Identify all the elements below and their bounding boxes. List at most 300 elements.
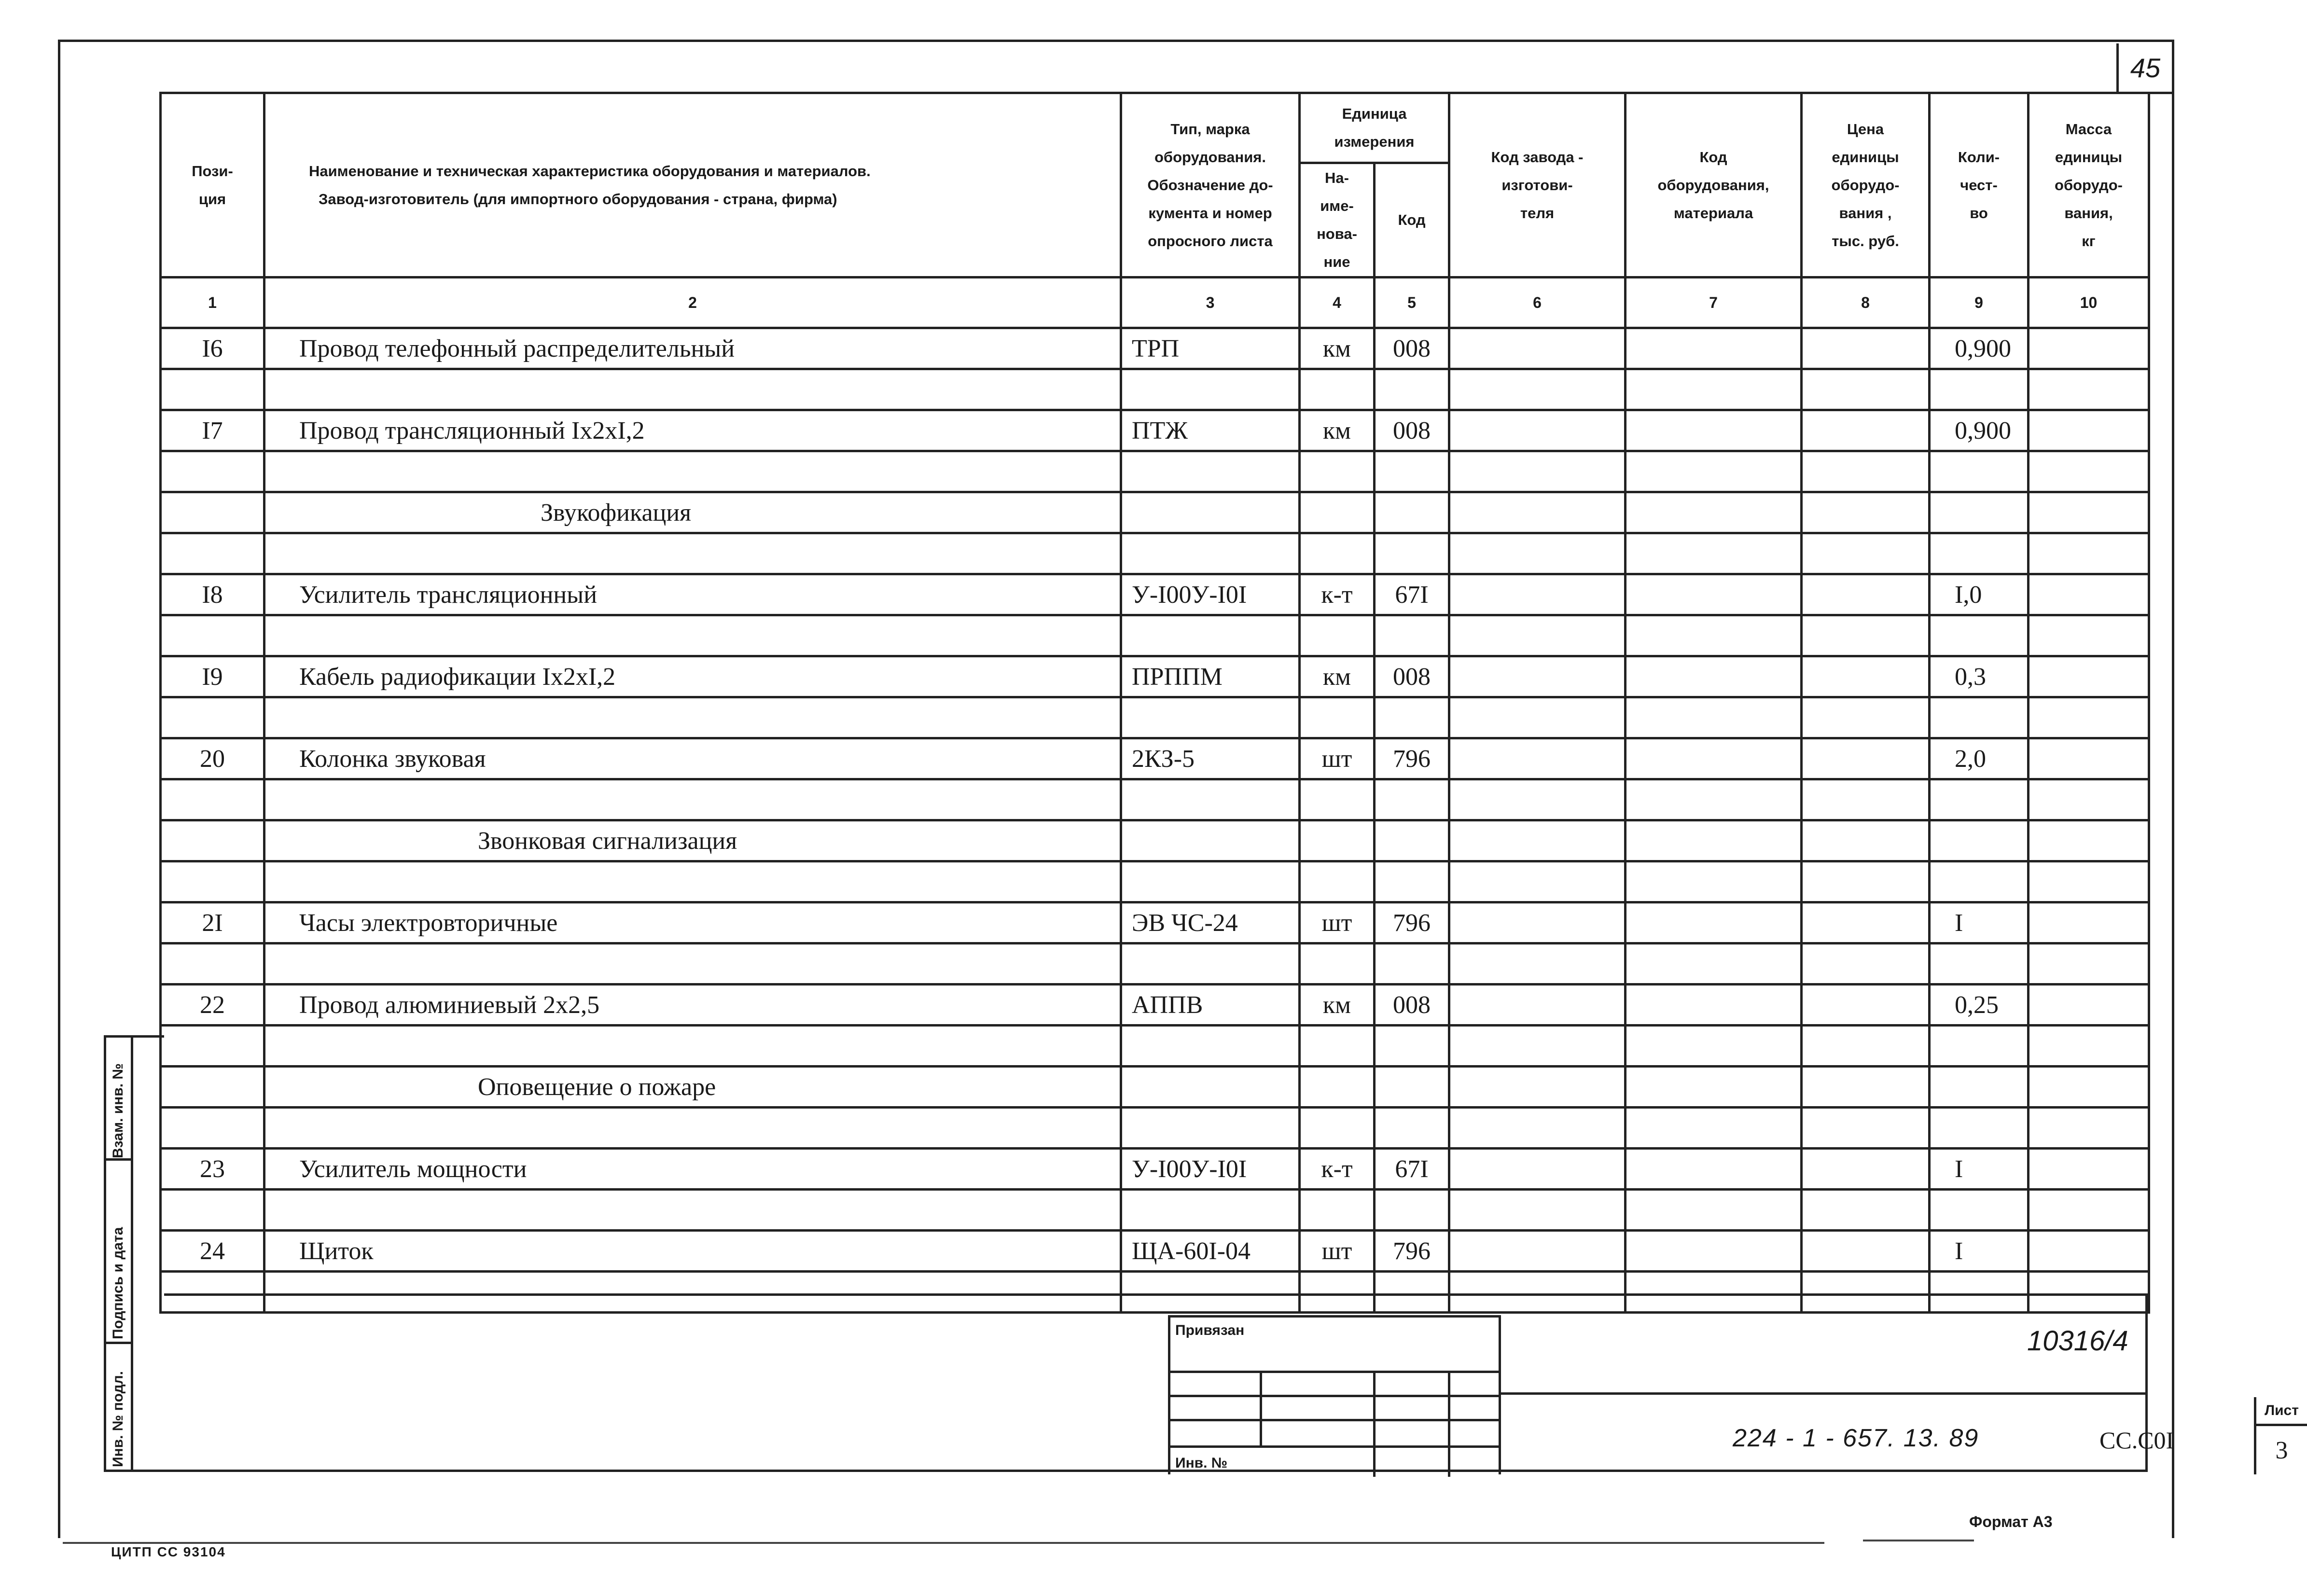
cell-name: Кабель радиофикации Iх2хI,2 (264, 656, 1121, 697)
cell-position (161, 492, 264, 533)
blank-row (161, 533, 2149, 574)
empty-cell (1449, 615, 1626, 656)
header-line: вания , (1839, 204, 1892, 222)
table-row (161, 1231, 2149, 1272)
empty-cell (1300, 697, 1375, 738)
cell-quantity: 0,900 (1930, 328, 2029, 369)
header-line: Пози- (192, 162, 233, 180)
empty-cell (1121, 1067, 1300, 1108)
empty-cell (1449, 944, 1626, 985)
document-code: СС.С0I (2099, 1427, 2174, 1454)
cell-unit: к-т (1300, 574, 1375, 615)
empty-cell (264, 1026, 1121, 1067)
empty-cell (264, 1190, 1121, 1231)
cell-price (1802, 985, 1930, 1026)
cell-quantity: I (1930, 1231, 2029, 1272)
side-label-original-inv: Инв. № подл. (110, 1371, 126, 1467)
empty-cell (1300, 1026, 1375, 1067)
document-number: 224 - 1 - 657. 13. 89 (1733, 1424, 1979, 1452)
empty-cell (1449, 451, 1626, 492)
table-row (161, 738, 2149, 779)
empty-cell (1802, 861, 1930, 902)
column-number: 6 (1449, 278, 1626, 328)
header-unit-group (1300, 93, 1449, 163)
empty-cell (2029, 1026, 2149, 1067)
header-line: во (1970, 204, 1988, 222)
cell-position: 22 (161, 985, 264, 1026)
empty-cell (1121, 369, 1300, 410)
section-title-cell (264, 820, 1121, 861)
empty-cell (1802, 615, 1930, 656)
header-line: Единица (1342, 105, 1407, 122)
header-line: материала (1673, 204, 1753, 222)
empty-cell (1626, 1026, 1802, 1067)
cell-position (161, 1067, 264, 1108)
cell-type: ЩА-60I-04 (1121, 1231, 1300, 1272)
empty-cell (1449, 492, 1626, 533)
section-title: Звукофикация (541, 499, 692, 527)
header-line: оборудо- (1831, 176, 1900, 194)
side-stamp-cell (106, 1038, 133, 1161)
cell-position: 20 (161, 738, 264, 779)
cell-unit-code: 67I (1375, 1149, 1449, 1190)
cell-unit-code: 796 (1375, 1231, 1449, 1272)
empty-cell (2029, 533, 2149, 574)
cell-price (1802, 410, 1930, 451)
cell-unit-code: 796 (1375, 738, 1449, 779)
header-line: оборудования, (1657, 176, 1769, 194)
section-title-cell (264, 492, 1121, 533)
empty-cell (2029, 369, 2149, 410)
empty-cell (1121, 697, 1300, 738)
cell-mass (2029, 1231, 2149, 1272)
empty-cell (1930, 615, 2029, 656)
empty-cell (1802, 1026, 1930, 1067)
table-row (161, 902, 2149, 944)
cell-price (1802, 656, 1930, 697)
empty-cell (264, 533, 1121, 574)
empty-cell (1449, 1067, 1626, 1108)
empty-cell (1930, 1026, 2029, 1067)
sheet-value: 3 (2254, 1426, 2307, 1474)
empty-cell (2029, 1067, 2149, 1108)
empty-cell (1626, 861, 1802, 902)
empty-cell (1121, 861, 1300, 902)
section-row (161, 820, 2149, 861)
header-line: теля (1520, 204, 1555, 222)
empty-cell (161, 1108, 264, 1149)
cell-equipment-code (1626, 1231, 1802, 1272)
cell-quantity: I (1930, 902, 2029, 944)
cell-position (161, 820, 264, 861)
empty-cell (1802, 697, 1930, 738)
cell-unit-code: 67I (1375, 574, 1449, 615)
header-line: Код завода - (1491, 148, 1584, 166)
cell-equipment-code (1626, 985, 1802, 1026)
column-number: 8 (1802, 278, 1930, 328)
empty-cell (2029, 861, 2149, 902)
empty-cell (1930, 1190, 2029, 1231)
empty-cell (264, 615, 1121, 656)
cell-mass (2029, 410, 2149, 451)
empty-cell (1802, 944, 1930, 985)
cell-position: I9 (161, 656, 264, 697)
column-number: 2 (264, 278, 1121, 328)
cell-equipment-code (1626, 574, 1802, 615)
cell-name: Усилитель трансляционный (264, 574, 1121, 615)
empty-cell (1930, 369, 2029, 410)
cell-type: У-I00У-I0I (1121, 1149, 1300, 1190)
empty-cell (1930, 944, 2029, 985)
table-row (161, 985, 2149, 1026)
cell-mass (2029, 985, 2149, 1026)
empty-cell (1626, 1067, 1802, 1108)
column-number: 1 (161, 278, 264, 328)
cell-position: 24 (161, 1231, 264, 1272)
empty-cell (1121, 1108, 1300, 1149)
header-line: Масса (2065, 120, 2112, 138)
cell-unit-code: 008 (1375, 328, 1449, 369)
empty-cell (1121, 820, 1300, 861)
empty-cell (1300, 451, 1375, 492)
cell-quantity: 2,0 (1930, 738, 2029, 779)
cell-position: I7 (161, 410, 264, 451)
header-plant-code (1449, 93, 1626, 278)
cell-unit-code: 008 (1375, 656, 1449, 697)
empty-cell (161, 1190, 264, 1231)
section-row (161, 492, 2149, 533)
side-label-signature-date: Подпись и дата (110, 1227, 126, 1339)
column-number: 7 (1626, 278, 1802, 328)
cell-equipment-code (1626, 1149, 1802, 1190)
cell-name: Колонка звуковая (264, 738, 1121, 779)
empty-cell (1121, 615, 1300, 656)
empty-cell (1375, 861, 1449, 902)
cell-quantity: 0,900 (1930, 410, 2029, 451)
cell-type: 2КЗ-5 (1121, 738, 1300, 779)
header-price (1802, 93, 1930, 278)
cell-mass (2029, 738, 2149, 779)
empty-cell (1449, 533, 1626, 574)
cell-position: I8 (161, 574, 264, 615)
empty-cell (1375, 369, 1449, 410)
empty-cell (1300, 369, 1375, 410)
header-line: Код (1699, 148, 1727, 166)
empty-cell (1300, 615, 1375, 656)
blank-row (161, 1190, 2149, 1231)
table-row (161, 1149, 2149, 1190)
header-line: оборудо- (2055, 176, 2123, 194)
empty-cell (2029, 779, 2149, 820)
empty-cell (264, 861, 1121, 902)
empty-cell (1802, 1067, 1930, 1108)
section-title: Оповещение о пожаре (478, 1073, 716, 1101)
cell-plant-code (1449, 574, 1626, 615)
empty-cell (1802, 779, 1930, 820)
cell-plant-code (1449, 902, 1626, 944)
cell-unit: шт (1300, 1231, 1375, 1272)
empty-cell (161, 779, 264, 820)
empty-cell (264, 779, 1121, 820)
blank-row (161, 1026, 2149, 1067)
cell-position: 2I (161, 902, 264, 944)
header-line: Коли- (1958, 148, 2000, 166)
cell-position: 23 (161, 1149, 264, 1190)
cell-quantity: I (1930, 1149, 2029, 1190)
cell-type: ПРППМ (1121, 656, 1300, 697)
section-title-cell (264, 1067, 1121, 1108)
empty-cell (264, 1108, 1121, 1149)
cell-unit: км (1300, 656, 1375, 697)
empty-cell (1375, 533, 1449, 574)
cell-unit: км (1300, 328, 1375, 369)
cell-plant-code (1449, 410, 1626, 451)
empty-cell (2029, 451, 2149, 492)
header-line: Тип, марка (1170, 120, 1250, 138)
header-line: кг (2082, 232, 2096, 250)
cell-equipment-code (1626, 656, 1802, 697)
empty-cell (1449, 779, 1626, 820)
header-line: На- (1325, 169, 1349, 186)
empty-cell (1626, 533, 1802, 574)
empty-cell (1375, 779, 1449, 820)
header-line: Цена (1847, 120, 1884, 138)
inv-label: Инв. № (1175, 1455, 1228, 1471)
empty-cell (1930, 1067, 2029, 1108)
cell-name: Провод трансляционный Iх2хI,2 (264, 410, 1121, 451)
empty-cell (264, 451, 1121, 492)
format-label: Формат А3 (1969, 1513, 2053, 1530)
empty-cell (1626, 820, 1802, 861)
title-block-divider (1501, 1392, 2145, 1395)
empty-cell (264, 697, 1121, 738)
blank-row (161, 369, 2149, 410)
cell-equipment-code (1626, 902, 1802, 944)
cell-quantity: 0,3 (1930, 656, 2029, 697)
empty-cell (1449, 369, 1626, 410)
header-line: име- (1320, 197, 1354, 214)
empty-cell (1626, 697, 1802, 738)
header-mass (2029, 93, 2149, 278)
empty-cell (1449, 1026, 1626, 1067)
cell-price (1802, 574, 1930, 615)
empty-cell (161, 451, 264, 492)
section-title: Звонковая сигнализация (478, 827, 737, 855)
column-number: 4 (1300, 278, 1375, 328)
empty-cell (1930, 861, 2029, 902)
empty-cell (2029, 1190, 2149, 1231)
table-row (161, 328, 2149, 369)
bound-label: Привязан (1175, 1322, 1245, 1338)
registration-number: 10316/4 (2027, 1325, 2128, 1357)
cell-unit: шт (1300, 902, 1375, 944)
empty-cell (264, 369, 1121, 410)
cell-unit: шт (1300, 738, 1375, 779)
cell-unit: км (1300, 985, 1375, 1026)
side-label-replaced-inv: Взам. инв. № (110, 1063, 126, 1158)
header-line: ние (1323, 253, 1350, 270)
header-line: опросного листа (1148, 232, 1273, 250)
empty-cell (1802, 533, 1930, 574)
empty-cell (2029, 1108, 2149, 1149)
cell-quantity: I,0 (1930, 574, 2029, 615)
empty-cell (1626, 1190, 1802, 1231)
cell-plant-code (1449, 1231, 1626, 1272)
header-line: тыс. руб. (1832, 232, 1899, 250)
cell-price (1802, 328, 1930, 369)
empty-cell (1300, 861, 1375, 902)
sheet-corner-number: 45 (2116, 43, 2172, 94)
binding-stamp (1168, 1315, 1501, 1474)
cell-name: Усилитель мощности (264, 1149, 1121, 1190)
cell-mass (2029, 656, 2149, 697)
empty-cell (2029, 615, 2149, 656)
header-line: кумента и номер (1148, 204, 1272, 222)
empty-cell (1375, 492, 1449, 533)
empty-cell (1449, 820, 1626, 861)
header-name (264, 93, 1121, 278)
empty-cell (161, 369, 264, 410)
header-unit-name (1300, 163, 1375, 278)
cell-mass (2029, 574, 2149, 615)
empty-cell (1375, 1190, 1449, 1231)
bottom-rule (1863, 1540, 1974, 1541)
cell-position: I6 (161, 328, 264, 369)
empty-cell (1449, 861, 1626, 902)
header-name-line1: Наименование и техническая характеристика оборудования и материалов. (309, 162, 871, 180)
cell-plant-code (1449, 738, 1626, 779)
cell-equipment-code (1626, 328, 1802, 369)
section-row (161, 1067, 2149, 1108)
empty-cell (161, 1026, 264, 1067)
empty-cell (1449, 1108, 1626, 1149)
cell-name: Провод телефонный распределительный (264, 328, 1121, 369)
header-line: оборудования. (1154, 148, 1266, 166)
empty-cell (1626, 944, 1802, 985)
cell-unit-code: 796 (1375, 902, 1449, 944)
empty-cell (1626, 1108, 1802, 1149)
empty-cell (1300, 1108, 1375, 1149)
cell-mass (2029, 902, 2149, 944)
empty-cell (1375, 1067, 1449, 1108)
title-block (164, 1293, 2299, 1472)
empty-cell (1626, 615, 1802, 656)
blank-row (161, 944, 2149, 985)
bottom-rule (63, 1542, 1824, 1544)
blank-row (161, 451, 2149, 492)
empty-cell (1802, 492, 1930, 533)
cell-unit: к-т (1300, 1149, 1375, 1190)
empty-cell (1375, 1108, 1449, 1149)
blank-row (161, 861, 2149, 902)
empty-cell (264, 944, 1121, 985)
header-line: Обозначение до- (1147, 176, 1273, 194)
empty-cell (2029, 697, 2149, 738)
empty-cell (1121, 451, 1300, 492)
empty-cell (1802, 1108, 1930, 1149)
empty-cell (1121, 944, 1300, 985)
empty-cell (1300, 944, 1375, 985)
empty-cell (1802, 451, 1930, 492)
cell-type: ПТЖ (1121, 410, 1300, 451)
column-number: 10 (2029, 278, 2149, 328)
blank-row (161, 1108, 2149, 1149)
empty-cell (1626, 492, 1802, 533)
cell-plant-code (1449, 985, 1626, 1026)
column-number-row (161, 278, 2149, 328)
empty-cell (161, 533, 264, 574)
cell-plant-code (1449, 1149, 1626, 1190)
empty-cell (1300, 1067, 1375, 1108)
header-position (161, 93, 264, 278)
cell-price (1802, 738, 1930, 779)
blank-row (161, 697, 2149, 738)
header-unit-code: Код (1375, 163, 1449, 278)
empty-cell (1930, 451, 2029, 492)
cell-name: Часы электровторичные (264, 902, 1121, 944)
empty-cell (1449, 697, 1626, 738)
empty-cell (161, 697, 264, 738)
empty-cell (2029, 820, 2149, 861)
empty-cell (1300, 533, 1375, 574)
header-quantity (1930, 93, 2029, 278)
empty-cell (1930, 779, 2029, 820)
cell-price (1802, 902, 1930, 944)
specification-table (159, 92, 2150, 1314)
empty-cell (1802, 369, 1930, 410)
empty-cell (1930, 533, 2029, 574)
empty-cell (1300, 492, 1375, 533)
empty-cell (1375, 1026, 1449, 1067)
cell-mass (2029, 328, 2149, 369)
empty-cell (1930, 697, 2029, 738)
empty-cell (161, 944, 264, 985)
empty-cell (1375, 944, 1449, 985)
header-line: измерения (1334, 133, 1415, 150)
empty-cell (1626, 369, 1802, 410)
cell-type: ЭВ ЧС-24 (1121, 902, 1300, 944)
print-mark: ЦИТП СС 93104 (111, 1544, 226, 1559)
header-line: чест- (1960, 176, 1998, 194)
header-line: изготови- (1501, 176, 1573, 194)
cell-mass (2029, 1149, 2149, 1190)
side-stamp-cell (106, 1161, 133, 1344)
empty-cell (1375, 615, 1449, 656)
blank-row (161, 615, 2149, 656)
table-row (161, 410, 2149, 451)
empty-cell (1930, 1108, 2029, 1149)
empty-cell (1375, 697, 1449, 738)
column-number: 9 (1930, 278, 2029, 328)
table-row (161, 656, 2149, 697)
column-number: 5 (1375, 278, 1449, 328)
empty-cell (1626, 779, 1802, 820)
side-stamp-cell (106, 1344, 133, 1472)
empty-cell (1375, 451, 1449, 492)
empty-cell (1449, 1190, 1626, 1231)
cell-unit: км (1300, 410, 1375, 451)
header-line: нова- (1317, 225, 1357, 242)
empty-cell (2029, 944, 2149, 985)
empty-cell (1121, 492, 1300, 533)
cell-unit-code: 008 (1375, 985, 1449, 1026)
cell-type: ТРП (1121, 328, 1300, 369)
cell-name: Щиток (264, 1231, 1121, 1272)
header-line: единицы (1832, 148, 1899, 166)
blank-row (161, 779, 2149, 820)
header-equipment-code (1626, 93, 1802, 278)
cell-plant-code (1449, 656, 1626, 697)
